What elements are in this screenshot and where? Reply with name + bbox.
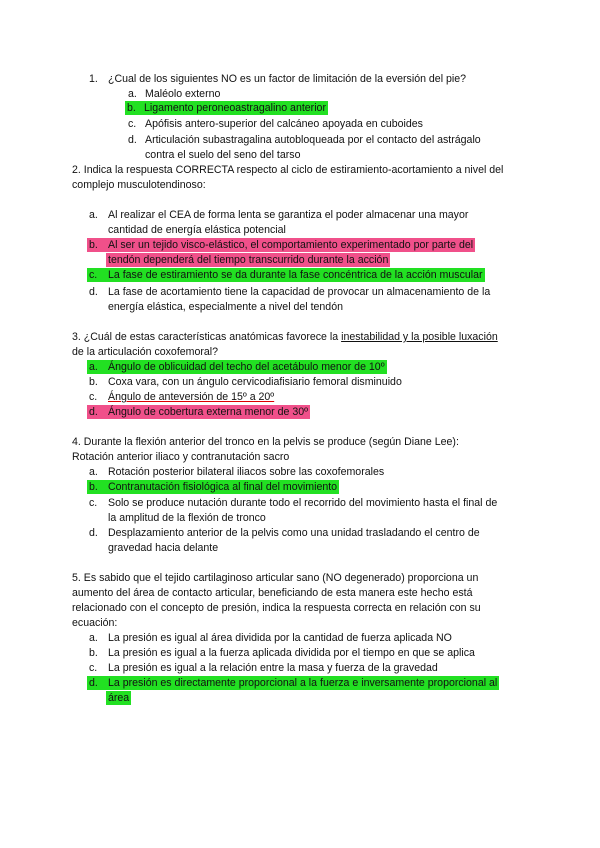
q2-option-d-letter: d. [89,286,98,298]
q3-text-underlined: inestabilidad y la posible luxación [341,331,498,343]
q3-text-line2: de la articulación coxofemoral? [72,346,219,358]
q2-text-line2: complejo musculotendinoso: [72,179,206,191]
q4-option-c-letter: c. [89,497,98,509]
q1-number: 1. [89,73,98,85]
q3-option-c: Ángulo de anteversión de 15º a 20º [108,391,275,403]
q5-option-c-letter: c. [89,662,98,674]
q1-option-d-line1: Articulación subastragalina autobloqueada por el contacto del astrágalo [145,134,481,146]
q4-option-c-line2: la amplitud de la flexión de tronco [108,512,266,524]
q5-text-line1: 5. Es sabido que el tejido cartilaginoso articular sano (NO degenerado) proporciona un [72,572,479,584]
q3-option-a-letter: a. [89,361,98,373]
q4-option-c-line1: Solo se produce nutación durante todo el recorrido del movimiento hasta el final de [108,497,498,509]
q2-option-b-letter: b. [89,239,98,251]
q3-text-line1-prefix: 3. ¿Cuál de estas características anatómicas favorece la [72,331,342,343]
q5-text-line4: ecuación: [72,617,118,629]
q3-text-line1 [72,330,498,344]
q4-option-d-line1: Desplazamiento anterior de la pelvis como una unidad trasladando el centro de [108,527,480,539]
q4-option-a-letter: a. [89,466,98,478]
q3-option-d: Ángulo de cobertura externa menor de 30º [108,406,308,418]
q5-option-b-letter: b. [89,647,98,659]
q2-option-a-line1: Al realizar el CEA de forma lenta se garantiza el poder almacenar una mayor [108,209,469,221]
q1-option-d-letter: d. [128,134,137,146]
q5-text-line2: aumento del área de contacto articular, beneficiando de esta manera este hecho está [72,587,473,599]
q5-option-d-letter: d. [89,677,98,689]
q4-option-b-highlight [87,480,339,494]
q1-option-b: Ligamento peroneoastragalino anterior [144,102,326,114]
q2-option-a-letter: a. [89,209,98,221]
q5-option-a-letter: a. [89,632,98,644]
q4-option-b-letter: b. [89,481,98,493]
q2-option-c-letter: c. [89,269,98,281]
q4-option-d-line2: gravedad hacia delante [108,542,219,554]
q2-option-c: La fase de estiramiento se da durante la fase concéntrica de la acción muscular [108,269,483,281]
q2-option-d-line1: La fase de acortamiento tiene la capacidad de provocar un almacenamiento de la [108,286,491,298]
q5-option-b: La presión es igual a la fuerza aplicada dividida por el tiempo en que se aplica [108,647,475,659]
q1-option-a: Maléolo externo [145,88,221,100]
q1-option-d-line2: contra el suelo del seno del tarso [145,149,301,161]
q2-option-b-line2: tendón dependerá del tiempo transcurrido durante la acción [108,254,389,266]
q2-option-c-highlight [87,268,485,282]
q3-option-d-letter: d. [89,406,98,418]
q1-option-a-letter: a. [128,88,137,100]
q4-option-b: Contranutación fisiológica al final del movimiento [108,481,338,493]
q5-option-d-line1: La presión es directamente proporcional a la fuerza e inversamente proporcional al [108,677,498,689]
q3-option-b: Coxa vara, con un ángulo cervicodiafisiario femoral disminuido [108,376,402,388]
q5-option-c: La presión es igual a la relación entre la masa y fuerza de la gravedad [108,662,438,674]
q3-option-d-highlight [87,405,310,419]
q1-option-b-highlight [125,101,328,115]
q3-option-b-letter: b. [89,376,98,388]
q2-option-a-line2: cantidad de energía elástica potencial [108,224,286,236]
q3-option-a-highlight [87,360,387,374]
q2-option-b-highlight [87,238,475,252]
q1-option-c: Apófisis antero-superior del calcáneo apoyada en cuboides [145,118,423,130]
q1-option-c-letter: c. [128,118,137,130]
q2-option-d-line2: energía elástica, especialmente a nivel del tendón [108,301,343,313]
q5-option-d-line2: área [108,692,130,704]
q5-option-a: La presión es igual al área dividida por la cantidad de fuerza aplicada NO [108,632,452,644]
q4-option-d-letter: d. [89,527,98,539]
q2-text-line1: 2. Indica la respuesta CORRECTA respecto al ciclo de estiramiento-acortamiento a nivel del [72,164,504,176]
q4-text-line1: 4. Durante la flexión anterior del tronco en la pelvis se produce (según Diane Lee): [72,436,459,448]
q4-option-a: Rotación posterior bilateral iliacos sobre las coxofemorales [108,466,385,478]
q3-option-c-letter: c. [89,391,98,403]
q5-text-line3: relacionado con el concepto de presión, indica la respuesta correcta en relación con su [72,602,481,614]
q4-text-line2: Rotación anterior iliaco y contranutación sacro [72,451,290,463]
q3-option-a: Ángulo de oblicuidad del techo del acetábulo menor de 10º [108,361,385,373]
q5-option-d-highlight [87,676,499,690]
q1-option-b-letter: b. [127,102,136,114]
q1-text: ¿Cual de los siguientes NO es un factor de limitación de la eversión del pie? [108,73,467,85]
q2-option-b-line1: Al ser un tejido visco-elástico, el comportamiento experimentado por parte del [108,239,474,251]
